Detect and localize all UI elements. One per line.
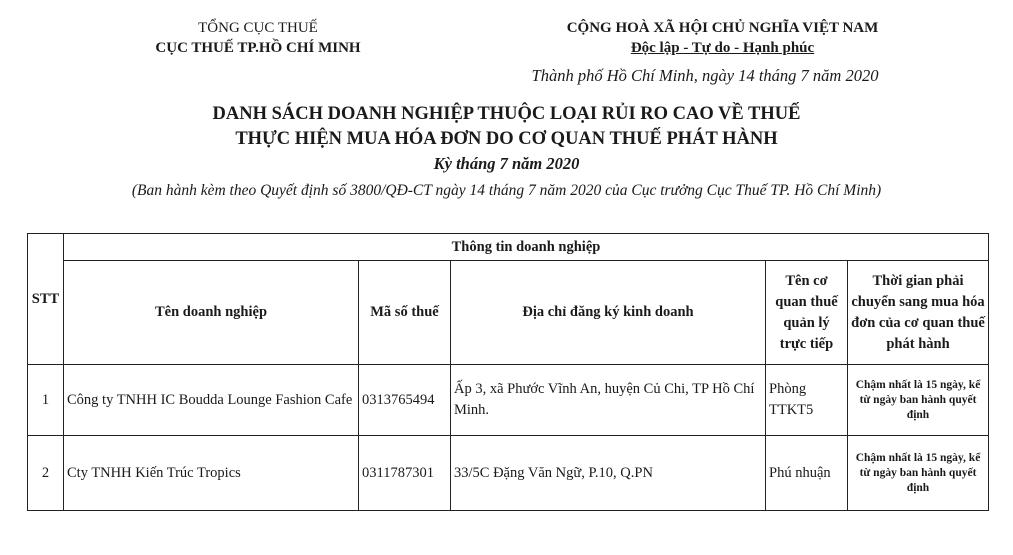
row-tax-code: 0313765494: [359, 365, 451, 436]
office-header: Tên cơ quan thuế quản lý trực tiếp: [766, 261, 848, 365]
row-deadline: Chậm nhất là 15 ngày, kể từ ngày ban hành quyết định: [848, 436, 989, 511]
tax-code-header: Mã số thuế: [359, 261, 451, 365]
header-left: [118, 18, 398, 58]
row-deadline: Chậm nhất là 15 ngày, kể từ ngày ban hành quyết định: [848, 365, 989, 436]
document-title-line2: THỰC HIỆN MUA HÓA ĐƠN DO CƠ QUAN THUẾ PHÁT HÀNH: [235, 129, 778, 149]
name-header: Tên doanh nghiệp: [64, 261, 359, 365]
row-office: Phòng TTKT5: [766, 365, 848, 436]
row-office: Phú nhuận: [766, 436, 848, 511]
table-row: [28, 436, 989, 511]
table-header-row: [28, 261, 989, 365]
deadline-header: Thời gian phải chuyển sang mua hóa đơn của cơ quan thuế phát hành: [848, 261, 989, 365]
table-group-header-row: [28, 234, 989, 261]
date-line: Thành phố Hồ Chí Minh, ngày 14 tháng 7 năm 2020: [531, 66, 879, 85]
row-address: 33/5C Đặng Văn Ngữ, P.10, Q.PN: [451, 436, 766, 511]
row-tax-code: 0311787301: [359, 436, 451, 511]
enterprise-table: [27, 233, 989, 511]
stt-header: STT: [28, 234, 64, 365]
document-period: Kỳ tháng 7 năm 2020: [433, 154, 580, 173]
row-stt: 2: [28, 436, 64, 511]
group-header: Thông tin doanh nghiệp: [64, 234, 989, 261]
row-stt: 1: [28, 365, 64, 436]
country-name: CỘNG HOÀ XÃ HỘI CHỦ NGHĨA VIỆT NAM: [566, 20, 879, 36]
national-motto: Độc lập - Tự do - Hạnh phúc: [630, 40, 815, 56]
header-right: [540, 18, 905, 58]
table-row: [28, 365, 989, 436]
row-address: Ấp 3, xã Phước Vĩnh An, huyện Củ Chi, TP Hồ Chí Minh.: [451, 365, 766, 436]
row-name: Cty TNHH Kiến Trúc Tropics: [64, 436, 359, 511]
agency-name: CỤC THUẾ TP.HỒ CHÍ MINH: [155, 40, 361, 56]
row-name: Công ty TNHH IC Boudda Lounge Fashion Cafe: [64, 365, 359, 436]
document-title-line1: DANH SÁCH DOANH NGHIỆP THUỘC LOẠI RỦI RO CAO VỀ THUẾ: [212, 104, 801, 124]
address-header: Địa chỉ đăng ký kinh doanh: [451, 261, 766, 365]
issued-by-note: (Ban hành kèm theo Quyết định số 3800/QĐ-CT ngày 14 tháng 7 năm 2020 của Cục trưởng Cục Thuế TP. Hồ Chí Minh): [131, 182, 882, 199]
agency-parent: TỔNG CỤC THUẾ: [198, 20, 318, 36]
